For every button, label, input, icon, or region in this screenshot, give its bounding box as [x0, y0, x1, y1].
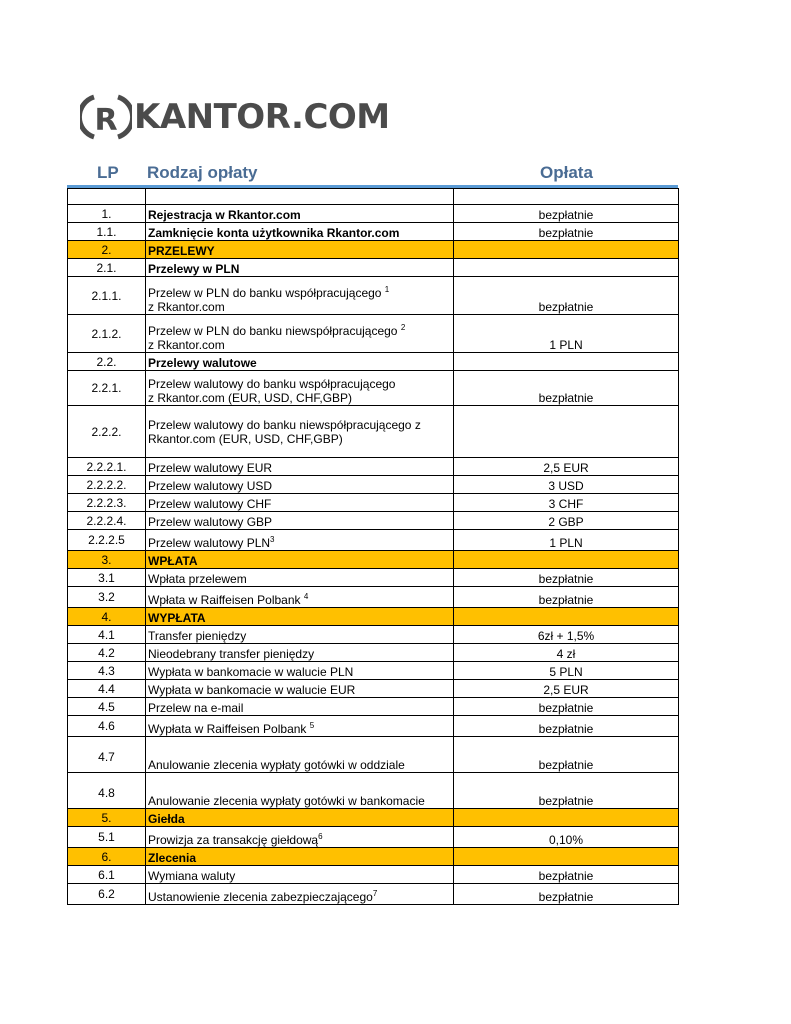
fee-type-cell — [146, 626, 454, 644]
fee-type-cell — [146, 512, 454, 530]
fee-type-text: Przelew walutowy GBP — [148, 515, 273, 529]
fee-value-cell: bezpłatnie — [454, 277, 679, 315]
fee-type-text: Wpłata w Raiffeisen Polbank — [148, 593, 304, 607]
lp-cell: 4.3 — [68, 662, 146, 680]
fee-type-text: Transfer pieniędzy — [148, 629, 247, 643]
lp-cell: 4.6 — [68, 716, 146, 737]
table-row — [68, 223, 679, 241]
fee-type-text: Zamknięcie konta użytkownika Rkantor.com — [148, 226, 400, 240]
fee-type-line — [148, 665, 451, 679]
fee-type-text: Wypłata w bankomacie w walucie EUR — [148, 683, 356, 697]
lp-cell: 2.2.2. — [68, 406, 146, 458]
footnote-marker: 4 — [303, 592, 309, 601]
fee-type-line — [148, 324, 451, 338]
rkantor-logo — [80, 93, 390, 141]
fee-type-text: Anulowanie zlecenia wypłaty gotówki w bankomacie — [148, 794, 425, 808]
lp-cell: 2. — [68, 241, 146, 259]
fee-type-line — [148, 536, 451, 550]
fee-type-text: Przelew walutowy do banku niewspółpracującego z — [148, 417, 421, 432]
fee-value-cell: bezpłatnie — [454, 698, 679, 716]
fee-type-line — [148, 286, 451, 300]
lp-cell: 2.1.1. — [68, 277, 146, 315]
fee-type-text: Przelewy w PLN — [148, 262, 240, 276]
fee-type-line — [148, 338, 451, 352]
fee-type-cell — [146, 189, 454, 205]
fee-value-cell — [454, 608, 679, 626]
fee-value-cell: bezpłatnie — [454, 884, 679, 905]
table-row — [68, 737, 679, 773]
footnote-marker: 6 — [318, 832, 323, 841]
fee-type-line — [148, 515, 451, 529]
fee-value-cell: 3 CHF — [454, 494, 679, 512]
fee-value-cell: 2,5 EUR — [454, 680, 679, 698]
table-row — [68, 587, 679, 608]
lp-cell: 4.1 — [68, 626, 146, 644]
fee-type-line — [148, 890, 451, 904]
fee-type-text: PRZELEWY — [148, 244, 215, 258]
rkantor-r-symbol-icon — [80, 93, 132, 141]
table-row — [68, 371, 679, 406]
lp-cell: 2.2.2.4. — [68, 512, 146, 530]
fee-type-line — [148, 377, 451, 391]
fee-type-line — [148, 812, 451, 826]
table-row — [68, 662, 679, 680]
table-row — [68, 626, 679, 644]
table-row — [68, 259, 679, 277]
fee-type-cell — [146, 241, 454, 259]
section-row — [68, 551, 679, 569]
fee-table — [67, 188, 679, 905]
fee-type-line — [148, 356, 451, 370]
fee-type-text: Przelewy walutowe — [148, 356, 257, 370]
fee-type-line — [148, 479, 451, 493]
fee-value-cell: 0,10% — [454, 827, 679, 848]
lp-cell: 6.1 — [68, 866, 146, 884]
lp-cell: 4.4 — [68, 680, 146, 698]
table-row — [68, 569, 679, 587]
fee-type-cell — [146, 737, 454, 773]
fee-type-text: Rkantor.com (EUR, USD, CHF,GBP) — [148, 431, 343, 446]
fee-type-cell — [146, 259, 454, 277]
fee-value-cell: 5 PLN — [454, 662, 679, 680]
fee-value-cell: bezpłatnie — [454, 371, 679, 406]
fee-type-line — [148, 833, 451, 847]
lp-cell: 3.2 — [68, 587, 146, 608]
fee-type-line — [148, 208, 451, 222]
lp-cell: 5. — [68, 809, 146, 827]
table-row — [68, 205, 679, 223]
fee-value-cell: bezpłatnie — [454, 737, 679, 773]
footnote-marker: 2 — [400, 323, 406, 332]
fee-type-text: Przelew walutowy EUR — [148, 461, 273, 475]
fee-type-cell — [146, 277, 454, 315]
lp-cell — [68, 189, 146, 205]
fee-type-text: Wymiana waluty — [148, 869, 236, 883]
fee-type-line — [148, 226, 451, 240]
fee-type-text: Przelew walutowy PLN — [148, 536, 271, 550]
fee-type-cell — [146, 608, 454, 626]
table-row — [68, 353, 679, 371]
fee-value-cell: bezpłatnie — [454, 587, 679, 608]
fee-value-cell: bezpłatnie — [454, 223, 679, 241]
fee-type-text: Prowizja za transakcję giełdową — [148, 833, 319, 847]
fee-value-cell — [454, 353, 679, 371]
fee-type-cell — [146, 476, 454, 494]
fee-type-text: Wpłata przelewem — [148, 572, 247, 586]
fee-type-line — [148, 391, 451, 405]
fee-type-cell — [146, 371, 454, 406]
fee-type-cell — [146, 809, 454, 827]
logo-symbol-letter: R — [94, 103, 118, 138]
fee-type-text: Przelew walutowy CHF — [148, 497, 272, 511]
fee-type-line — [148, 497, 451, 511]
fee-value-cell — [454, 241, 679, 259]
header-lp: LP — [97, 163, 119, 182]
lp-cell: 4.5 — [68, 698, 146, 716]
fee-type-line — [148, 572, 451, 586]
lp-cell: 2.1. — [68, 259, 146, 277]
lp-cell: 3.1 — [68, 569, 146, 587]
fee-type-line — [148, 554, 451, 568]
lp-cell: 4.2 — [68, 644, 146, 662]
fee-type-cell — [146, 848, 454, 866]
fee-value-cell: bezpłatnie — [454, 205, 679, 223]
fee-type-line — [148, 262, 451, 276]
lp-cell: 2.2.2.1. — [68, 458, 146, 476]
lp-cell: 6.2 — [68, 884, 146, 905]
section-row — [68, 848, 679, 866]
fee-type-cell — [146, 315, 454, 353]
fee-type-line — [148, 647, 451, 661]
lp-cell: 2.2.2.3. — [68, 494, 146, 512]
fee-value-cell — [454, 809, 679, 827]
footnote-marker: 5 — [309, 721, 315, 730]
lp-cell: 2.2.1. — [68, 371, 146, 406]
fee-type-text: Przelew w PLN do banku niewspółpracującego — [148, 324, 401, 338]
fee-type-cell — [146, 494, 454, 512]
fee-type-line — [148, 851, 451, 865]
table-row — [68, 406, 679, 458]
fee-value-cell: bezpłatnie — [454, 773, 679, 809]
fee-type-cell — [146, 698, 454, 716]
fee-value-cell: 6zł + 1,5% — [454, 626, 679, 644]
fee-type-line — [148, 244, 451, 258]
fee-type-line — [148, 683, 451, 697]
section-row — [68, 608, 679, 626]
table-row — [68, 773, 679, 809]
fee-value-cell: 4 zł — [454, 644, 679, 662]
table-row — [68, 884, 679, 905]
fee-type-cell — [146, 662, 454, 680]
fee-type-line — [148, 722, 451, 736]
table-row — [68, 189, 679, 205]
fee-type-cell — [146, 866, 454, 884]
fee-type-cell — [146, 773, 454, 809]
fee-value-cell — [454, 551, 679, 569]
fee-value-cell: 3 USD — [454, 476, 679, 494]
fee-type-line — [148, 869, 451, 883]
fee-type-line — [148, 611, 451, 625]
fee-type-line — [148, 794, 451, 808]
header-fee: Opłata — [540, 163, 593, 182]
lp-cell: 4.7 — [68, 737, 146, 773]
table-row — [68, 494, 679, 512]
fee-type-text: Przelew na e-mail — [148, 701, 244, 715]
fee-type-text: Przelew walutowy USD — [148, 479, 273, 493]
fee-type-cell — [146, 551, 454, 569]
lp-cell: 2.1.2. — [68, 315, 146, 353]
fee-type-cell — [146, 644, 454, 662]
fee-value-cell: bezpłatnie — [454, 866, 679, 884]
fee-type-line — [148, 432, 451, 446]
fee-type-text: WYPŁATA — [148, 611, 206, 625]
fee-type-cell — [146, 353, 454, 371]
table-row — [68, 458, 679, 476]
fee-type-line — [148, 461, 451, 475]
fee-type-cell — [146, 530, 454, 551]
fee-value-cell: bezpłatnie — [454, 716, 679, 737]
fee-type-text: Anulowanie zlecenia wypłaty gotówki w oddziale — [148, 758, 405, 772]
lp-cell: 2.2.2.2. — [68, 476, 146, 494]
fee-type-cell — [146, 827, 454, 848]
lp-cell: 1. — [68, 205, 146, 223]
lp-cell: 4.8 — [68, 773, 146, 809]
fee-type-text: Przelew w PLN do banku współpracującego — [148, 286, 385, 300]
fee-value-cell — [454, 406, 679, 458]
lp-cell: 2.2. — [68, 353, 146, 371]
fee-value-cell: 2,5 EUR — [454, 458, 679, 476]
fee-type-text: Przelew walutowy do banku współpracującego — [148, 377, 396, 391]
table-row — [68, 680, 679, 698]
table-row — [68, 827, 679, 848]
fee-type-cell — [146, 716, 454, 737]
table-row — [68, 530, 679, 551]
fee-value-cell: 1 PLN — [454, 315, 679, 353]
fee-value-cell — [454, 189, 679, 205]
fee-type-line — [148, 701, 451, 715]
fee-type-line — [148, 593, 451, 607]
fee-value-cell — [454, 848, 679, 866]
footnote-marker: 1 — [384, 285, 390, 294]
footnote-marker: 7 — [372, 889, 378, 898]
fee-type-text: Zlecenia — [148, 851, 197, 865]
fee-type-cell — [146, 884, 454, 905]
table-row — [68, 315, 679, 353]
fee-type-text: z Rkantor.com (EUR, USD, CHF,GBP) — [148, 391, 353, 405]
fee-type-text: Giełda — [148, 812, 185, 826]
fee-value-cell: bezpłatnie — [454, 569, 679, 587]
table-row — [68, 476, 679, 494]
fee-type-cell — [146, 680, 454, 698]
fee-type-text: z Rkantor.com — [148, 300, 225, 314]
fee-type-cell — [146, 223, 454, 241]
fee-type-text: Nieodebrany transfer pieniędzy — [148, 647, 315, 661]
header-fee-type: Rodzaj opłaty — [147, 163, 258, 182]
fee-type-text: Rejestracja w Rkantor.com — [148, 208, 301, 222]
fee-value-cell: 2 GBP — [454, 512, 679, 530]
fee-type-text: Wypłata w bankomacie w walucie PLN — [148, 665, 354, 679]
fee-type-text: WPŁATA — [148, 554, 198, 568]
fee-type-line — [148, 629, 451, 643]
fee-type-text: z Rkantor.com — [148, 338, 225, 352]
table-row — [68, 644, 679, 662]
section-row — [68, 809, 679, 827]
fee-type-cell — [146, 569, 454, 587]
fee-type-cell — [146, 458, 454, 476]
fee-value-cell — [454, 259, 679, 277]
lp-cell: 3. — [68, 551, 146, 569]
fee-type-cell — [146, 406, 454, 458]
fee-type-line — [148, 300, 451, 314]
fee-type-text: Ustanowienie zlecenia zabezpieczającego — [148, 890, 373, 904]
fee-type-line — [148, 418, 451, 432]
logo-wordmark: KANTOR.COM — [134, 97, 390, 137]
lp-cell: 4. — [68, 608, 146, 626]
lp-cell: 1.1. — [68, 223, 146, 241]
table-row — [68, 866, 679, 884]
fee-value-cell: 1 PLN — [454, 530, 679, 551]
table-row — [68, 277, 679, 315]
section-row — [68, 241, 679, 259]
footnote-marker: 3 — [270, 535, 275, 544]
table-row — [68, 512, 679, 530]
table-row — [68, 716, 679, 737]
fee-type-text: Wypłata w Raiffeisen Polbank — [148, 722, 310, 736]
fee-type-cell — [146, 205, 454, 223]
fee-type-line — [148, 758, 451, 772]
table-row — [68, 698, 679, 716]
fee-type-cell — [146, 587, 454, 608]
lp-cell: 6. — [68, 848, 146, 866]
lp-cell: 2.2.2.5 — [68, 530, 146, 551]
lp-cell: 5.1 — [68, 827, 146, 848]
